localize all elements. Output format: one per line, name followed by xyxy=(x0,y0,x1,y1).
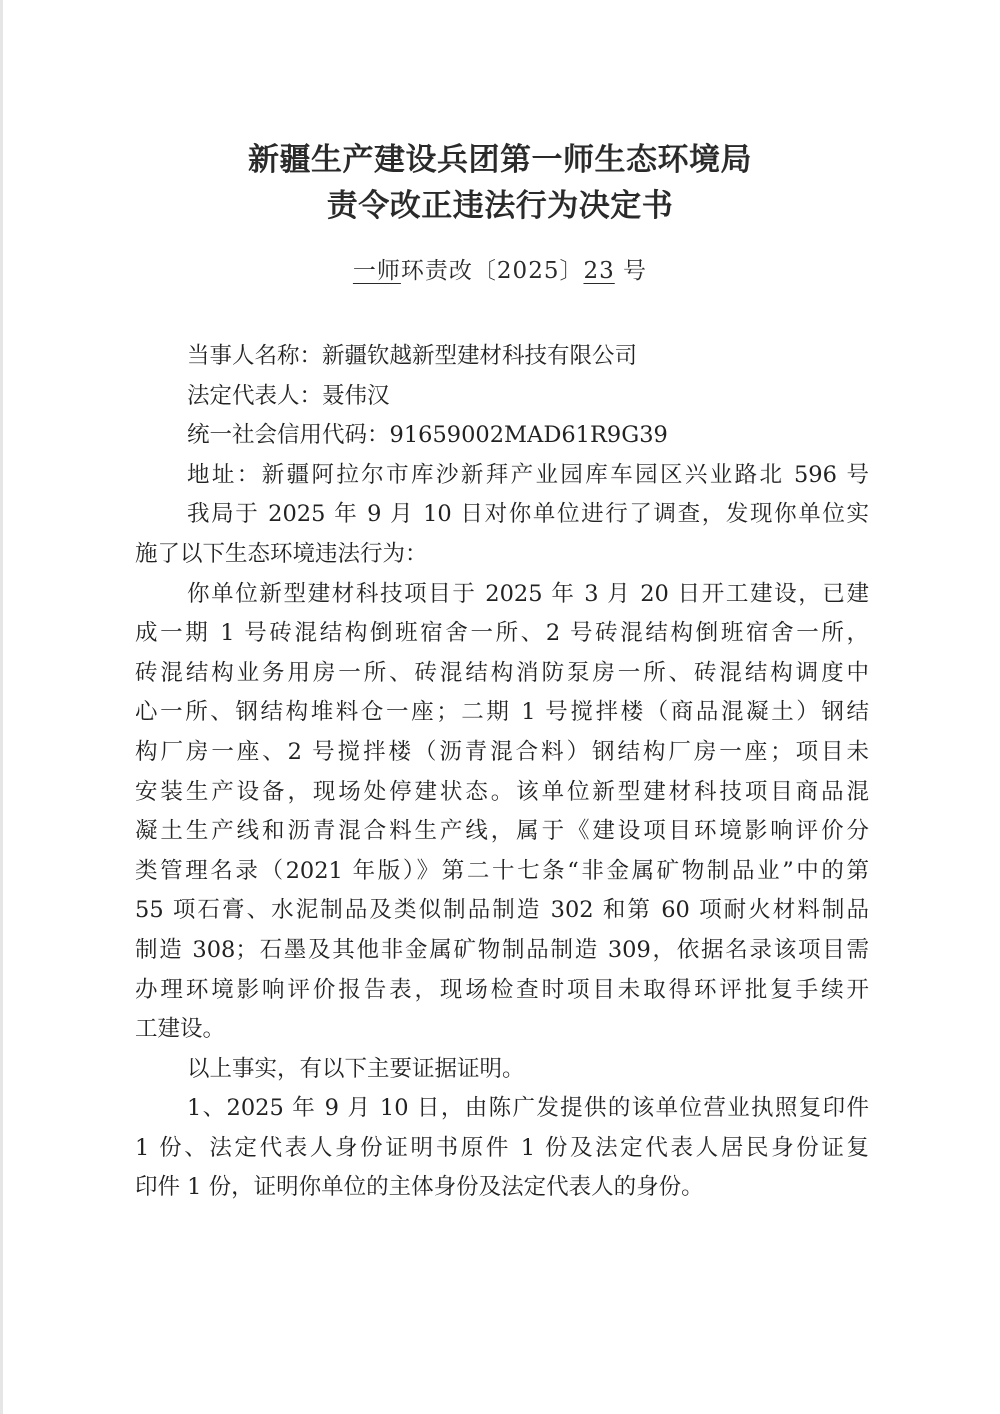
paragraph-line: 凝土生产线和沥青混合料生产线，属于《建设项目环境影响评价分 xyxy=(135,818,869,845)
address-line xyxy=(135,456,869,496)
paragraph-line: 成一期 1 号砖混结构倒班宿舍一所、2 号砖混结构倒班宿舍一所， xyxy=(135,620,869,647)
credit-code-line xyxy=(135,416,869,456)
paragraph-line: 安装生产设备，现场处停建状态。该单位新型建材科技项目商品混 xyxy=(135,778,869,805)
evidence-line: 1、2025 年 9 月 10 日，由陈广发提供的该单位营业执照复印件 xyxy=(187,1095,869,1122)
party-name-label: 当事人名称： xyxy=(187,343,323,369)
doc-number-prefix: 一师 xyxy=(352,258,401,284)
doc-number-middle: 环责改〔2025〕 xyxy=(400,258,584,284)
address-value: 新疆阿拉尔市库沙新拜产业园库车园区兴业路北 596 号 xyxy=(261,461,869,488)
paragraph-line: 心一所、钢结构堆料仓一座；二期 1 号搅拌楼（商品混凝土）钢结 xyxy=(135,699,869,726)
doc-number-value: 23 xyxy=(583,258,615,284)
document-body xyxy=(135,337,869,1208)
paragraph-line: 施了以下生态环境违法行为： xyxy=(135,540,428,567)
paragraph-line: 类管理名录（2021 年版）》第二十七条“非金属矿物制品业”中的第 xyxy=(135,857,869,884)
paragraph-line: 制造 308；石墨及其他非金属矿物制品制造 309，依据名录该项目需 xyxy=(135,936,869,963)
paragraph-line: 以上事实，有以下主要证据证明。 xyxy=(187,1055,525,1082)
document-title-line1: 新疆生产建设兵团第一师生态环境局 xyxy=(248,142,752,178)
party-name-line xyxy=(135,337,869,377)
address-label: 地址： xyxy=(187,461,262,488)
paragraph-line: 工建设。 xyxy=(135,1016,226,1043)
doc-number-suffix: 号 xyxy=(614,258,648,284)
document-title-line2: 责令改正违法行为决定书 xyxy=(326,188,674,224)
paragraph-line: 我局于 2025 年 9 月 10 日对你单位进行了调查，发现你单位实 xyxy=(187,501,869,528)
paragraph-line: 你单位新型建材科技项目于 2025 年 3 月 20 日开工建设，已建 xyxy=(187,580,869,607)
paragraph-line: 构厂房一座、2 号搅拌楼（沥青混合料）钢结构厂房一座；项目未 xyxy=(135,738,869,765)
party-name-value: 新疆钦越新型建材科技有限公司 xyxy=(322,343,638,369)
document-number xyxy=(0,251,1000,291)
legal-rep-label: 法定代表人： xyxy=(187,382,323,409)
paragraph-line: 砖混结构业务用房一所、砖混结构消防泵房一所、砖混结构调度中 xyxy=(135,659,869,686)
evidence-line: 1 份、法定代表人身份证明书原件 1 份及法定代表人居民身份证复 xyxy=(135,1134,869,1161)
credit-code-value: 91659002MAD61R9G39 xyxy=(389,422,668,449)
evidence-line: 印件 1 份，证明你单位的主体身份及法定代表人的身份。 xyxy=(135,1174,704,1201)
legal-rep-line xyxy=(135,377,869,417)
legal-rep-value: 聂伟汉 xyxy=(322,382,390,409)
paragraph-line: 55 项石膏、水泥制品及类似制品制造 302 和第 60 项耐火材料制品 xyxy=(135,897,869,924)
paragraph-line: 办理环境影响评价报告表，现场检查时项目未取得环评批复手续开 xyxy=(135,976,869,1003)
credit-code-label: 统一社会信用代码： xyxy=(187,422,390,449)
